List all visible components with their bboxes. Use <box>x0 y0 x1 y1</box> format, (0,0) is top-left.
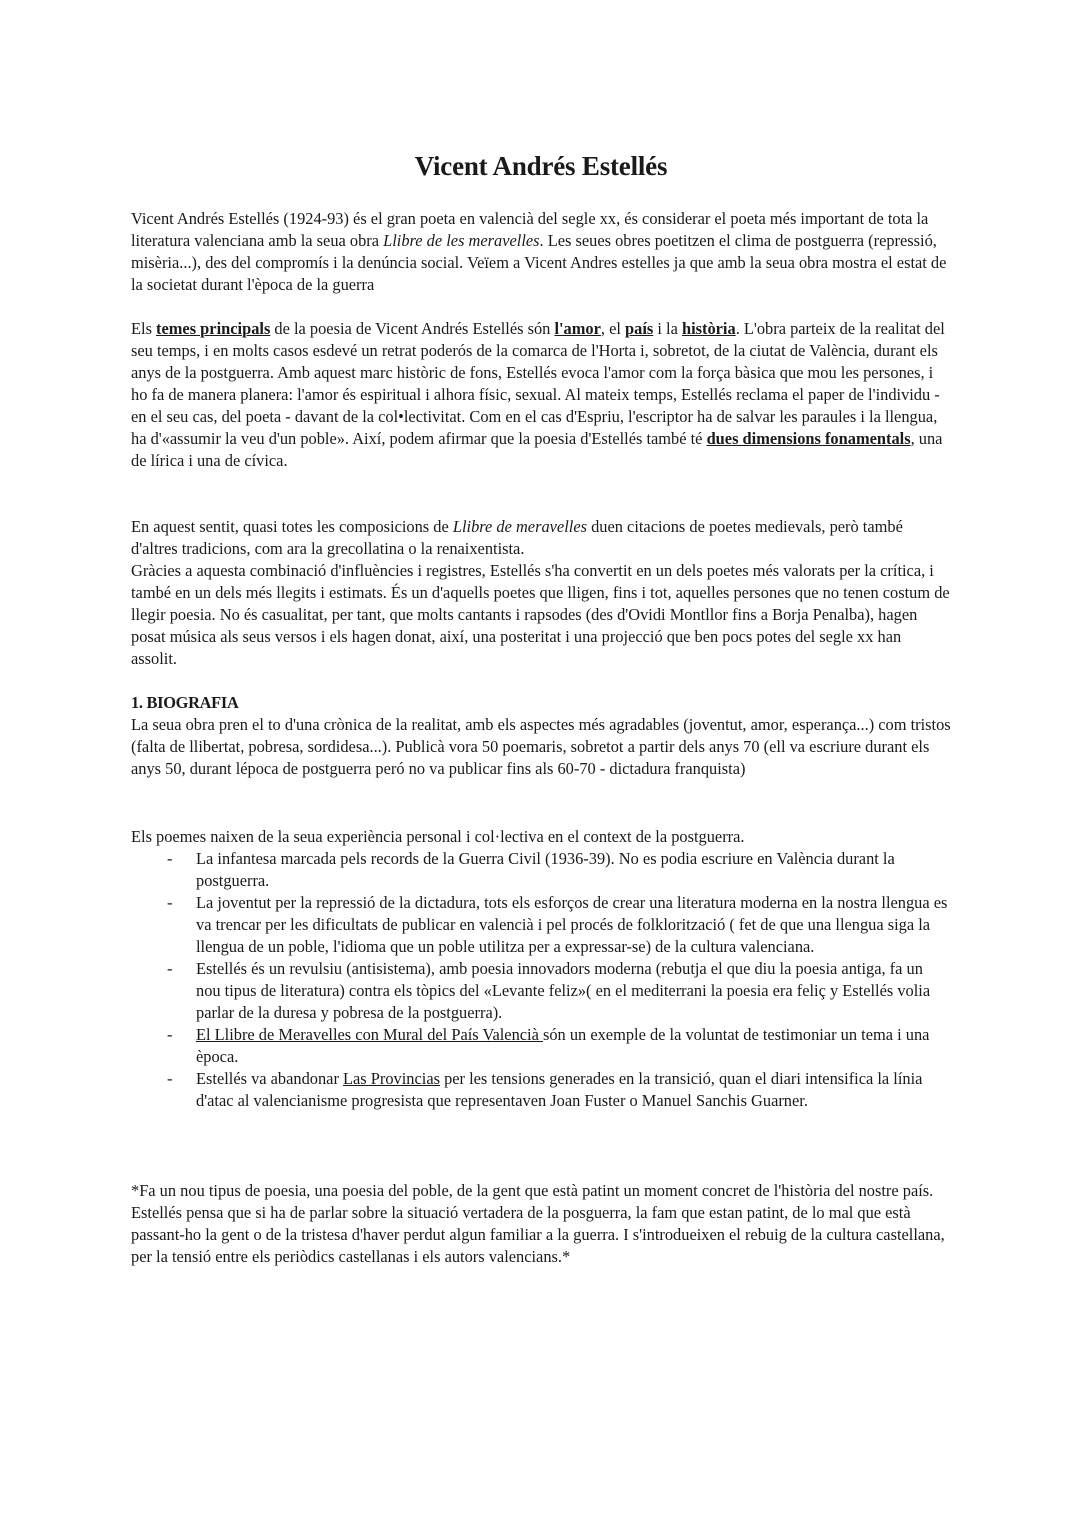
list-item-text: La infantesa marcada pels records de la Guerra Civil (1936-39). No es podia escriure en València durant la postguerra. <box>196 849 895 890</box>
themes-text-b: de la poesia de Vicent Andrés Estellés són <box>270 319 555 338</box>
work-title-italic: Llibre de les meravelles <box>383 231 540 250</box>
themes-text-f: , una de lírica i una de cívica. <box>131 429 943 470</box>
influences-line-2: Gràcies a aquesta combinació d'influències i registres, Estellés s'ha convertit en un dels poetes més valorats per la crítica, i també en un dels més llegits i estimats. És un d'aquells poetes que lligen, fins i tot, aquelles persones que no tenen costum de llegir poesia. No és casualitat, per tant, que molts cantants i rapsodes (des d'Ovidi Montllor fins a Borja Penalba), hagen posat música als seus versos i els hagen donat, així, una posteritat i una projecció que ben pocs potes del segle xx han assolit. <box>131 561 950 668</box>
influences-work-italic: Llibre de meravelles <box>452 517 587 536</box>
list-item-text: per les tensions generades en la transició, quan el diari intensifica la línia d'atac al valencianisme progresista que representaven Joan Fuster o Manuel Sanchis Guarner. <box>196 1069 923 1110</box>
poems-list-block <box>131 826 951 1112</box>
dash-bullet: - <box>167 849 173 868</box>
list-item <box>131 958 951 1024</box>
poems-list <box>131 848 951 1112</box>
list-item-underlined: Las Provincias <box>343 1069 440 1088</box>
list-item <box>131 1024 951 1068</box>
themes-bold-love: l'amor <box>554 319 601 338</box>
biography-heading: 1. BIOGRAFIA <box>131 693 239 712</box>
themes-text-e: . L'obra parteix de la realitat del seu temps, i en molts casos esdevé un retrat poderós de la comarca de l'Horta i, sobretot, de la ciutat de València, durant els anys de la postguerra. Amb aquest marc històric de fons, Estellés evoca l'amor com la força bàsica que mou les persones, i ho fa de manera planera: l'amor és espiritual i alhora físic, sexual. Al mateix temps, Estellés reclama el paper de l'individu - en el seu cas, del poeta - davant de la col•lectivitat. Com en el cas d'Espriu, l'escriptor ha de salvar les paraules i la llengua, ha d'«assumir la veu d'un poble». Així, podem afirmar que la poesia d'Estellés també té <box>131 319 945 448</box>
poems-list-intro: Els poemes naixen de la seua experiència personal i col·lectiva en el context de la postguerra. <box>131 827 745 846</box>
intro-text-a: Vicent Andrés Estellés (1924-93) és el gran poeta en valencià del segle xx, és considerar el poeta més important de tota la literatura valenciana amb la seua obra <box>131 209 929 250</box>
themes-bold-main: temes principals <box>156 319 271 338</box>
themes-text-d: i la <box>653 319 682 338</box>
themes-paragraph <box>131 318 951 472</box>
influences-text-b: duen citacions de poetes medievals, però també d'altres tradicions, com ara la grecollatina o la renaixentista. <box>131 517 903 558</box>
dash-bullet: - <box>167 893 173 912</box>
themes-text-a: Els <box>131 319 157 338</box>
themes-text-c: , el <box>600 319 626 338</box>
themes-bold-dimensions: dues dimensions fonamentals <box>706 429 911 448</box>
themes-bold-country: país <box>625 319 654 338</box>
intro-text-b: . Les seues obres poetitzen el clima de postguerra (repressió, misèria...), des del compromís i la denúncia social. Veïem a Vicent Andres estelles ja que amb la seua obra mostra el estat de la societat durant l'època de la guerra <box>131 231 947 294</box>
influences-text-a: En aquest sentit, quasi totes les composicions de <box>131 517 453 536</box>
themes-bold-history: història <box>681 319 736 338</box>
dash-bullet: - <box>167 1025 173 1044</box>
list-item <box>131 1068 951 1112</box>
list-item <box>131 892 951 958</box>
list-item-pre: Estellés va abandonar <box>196 1069 344 1088</box>
document-title: Vicent Andrés Estellés <box>414 151 668 182</box>
influences-line-1 <box>131 516 951 560</box>
intro-paragraph <box>131 208 951 296</box>
biography-section <box>131 692 951 780</box>
dash-bullet: - <box>167 959 173 978</box>
closing-note: *Fa un nou tipus de poesia, una poesia del poble, de la gent que està patint un moment concret de l'història del nostre país. Estellés pensa que si ha de parlar sobre la situació vertadera de la posguerra, la fam que estan patint, de lo mal que està passant-ho la gent o de la tristesa d'haver perdut algun familiar a la guerra. I s'introdueixen el rebuig de la cultura castellana, per la tensió entre els periòdics castellanas i els autors valencians.* <box>131 1181 945 1266</box>
list-item <box>131 848 951 892</box>
list-item-text: La joventut per la repressió de la dictadura, tots els esforços de crear una literatura moderna en la nostra llengua es va trencar per les dificultats de publicar en valencià i pel procés de folklorització ( fet de que una llengua siga la llengua de un poble, l'idioma que un poble utilitza per a expressar-se) de la cultura valenciana. <box>196 893 948 956</box>
list-item-text: Estellés és un revulsiu (antisistema), amb poesia innovadors moderna (rebutja el que diu la poesia antiga, fa un nou tipus de literatura) contra els tòpics del «Levante feliz»( en el mediterrani la poesia era feliç y Estellés volia parlar de la duresa y pobresa de la postguerra). <box>196 959 931 1022</box>
influences-paragraph <box>131 516 951 670</box>
list-item-underlined: El Llibre de Meravelles con Mural del País Valencià <box>196 1025 543 1044</box>
biography-text: La seua obra pren el to d'una crònica de la realitat, amb els aspectes més agradables (joventut, amor, esperança...) com tristos (falta de llibertat, pobresa, sordidesa...). Publicà vora 50 poemaris, sobretot a partir dels anys 70 (ell va escriure durant els anys 50, durant lépoca de postguerra peró no va publicar fins als 60-70 - dictadura franquista) <box>131 715 951 778</box>
list-item-text: són un exemple de la voluntat de testimoniar un tema i una època. <box>196 1025 930 1066</box>
dash-bullet: - <box>167 1069 173 1088</box>
